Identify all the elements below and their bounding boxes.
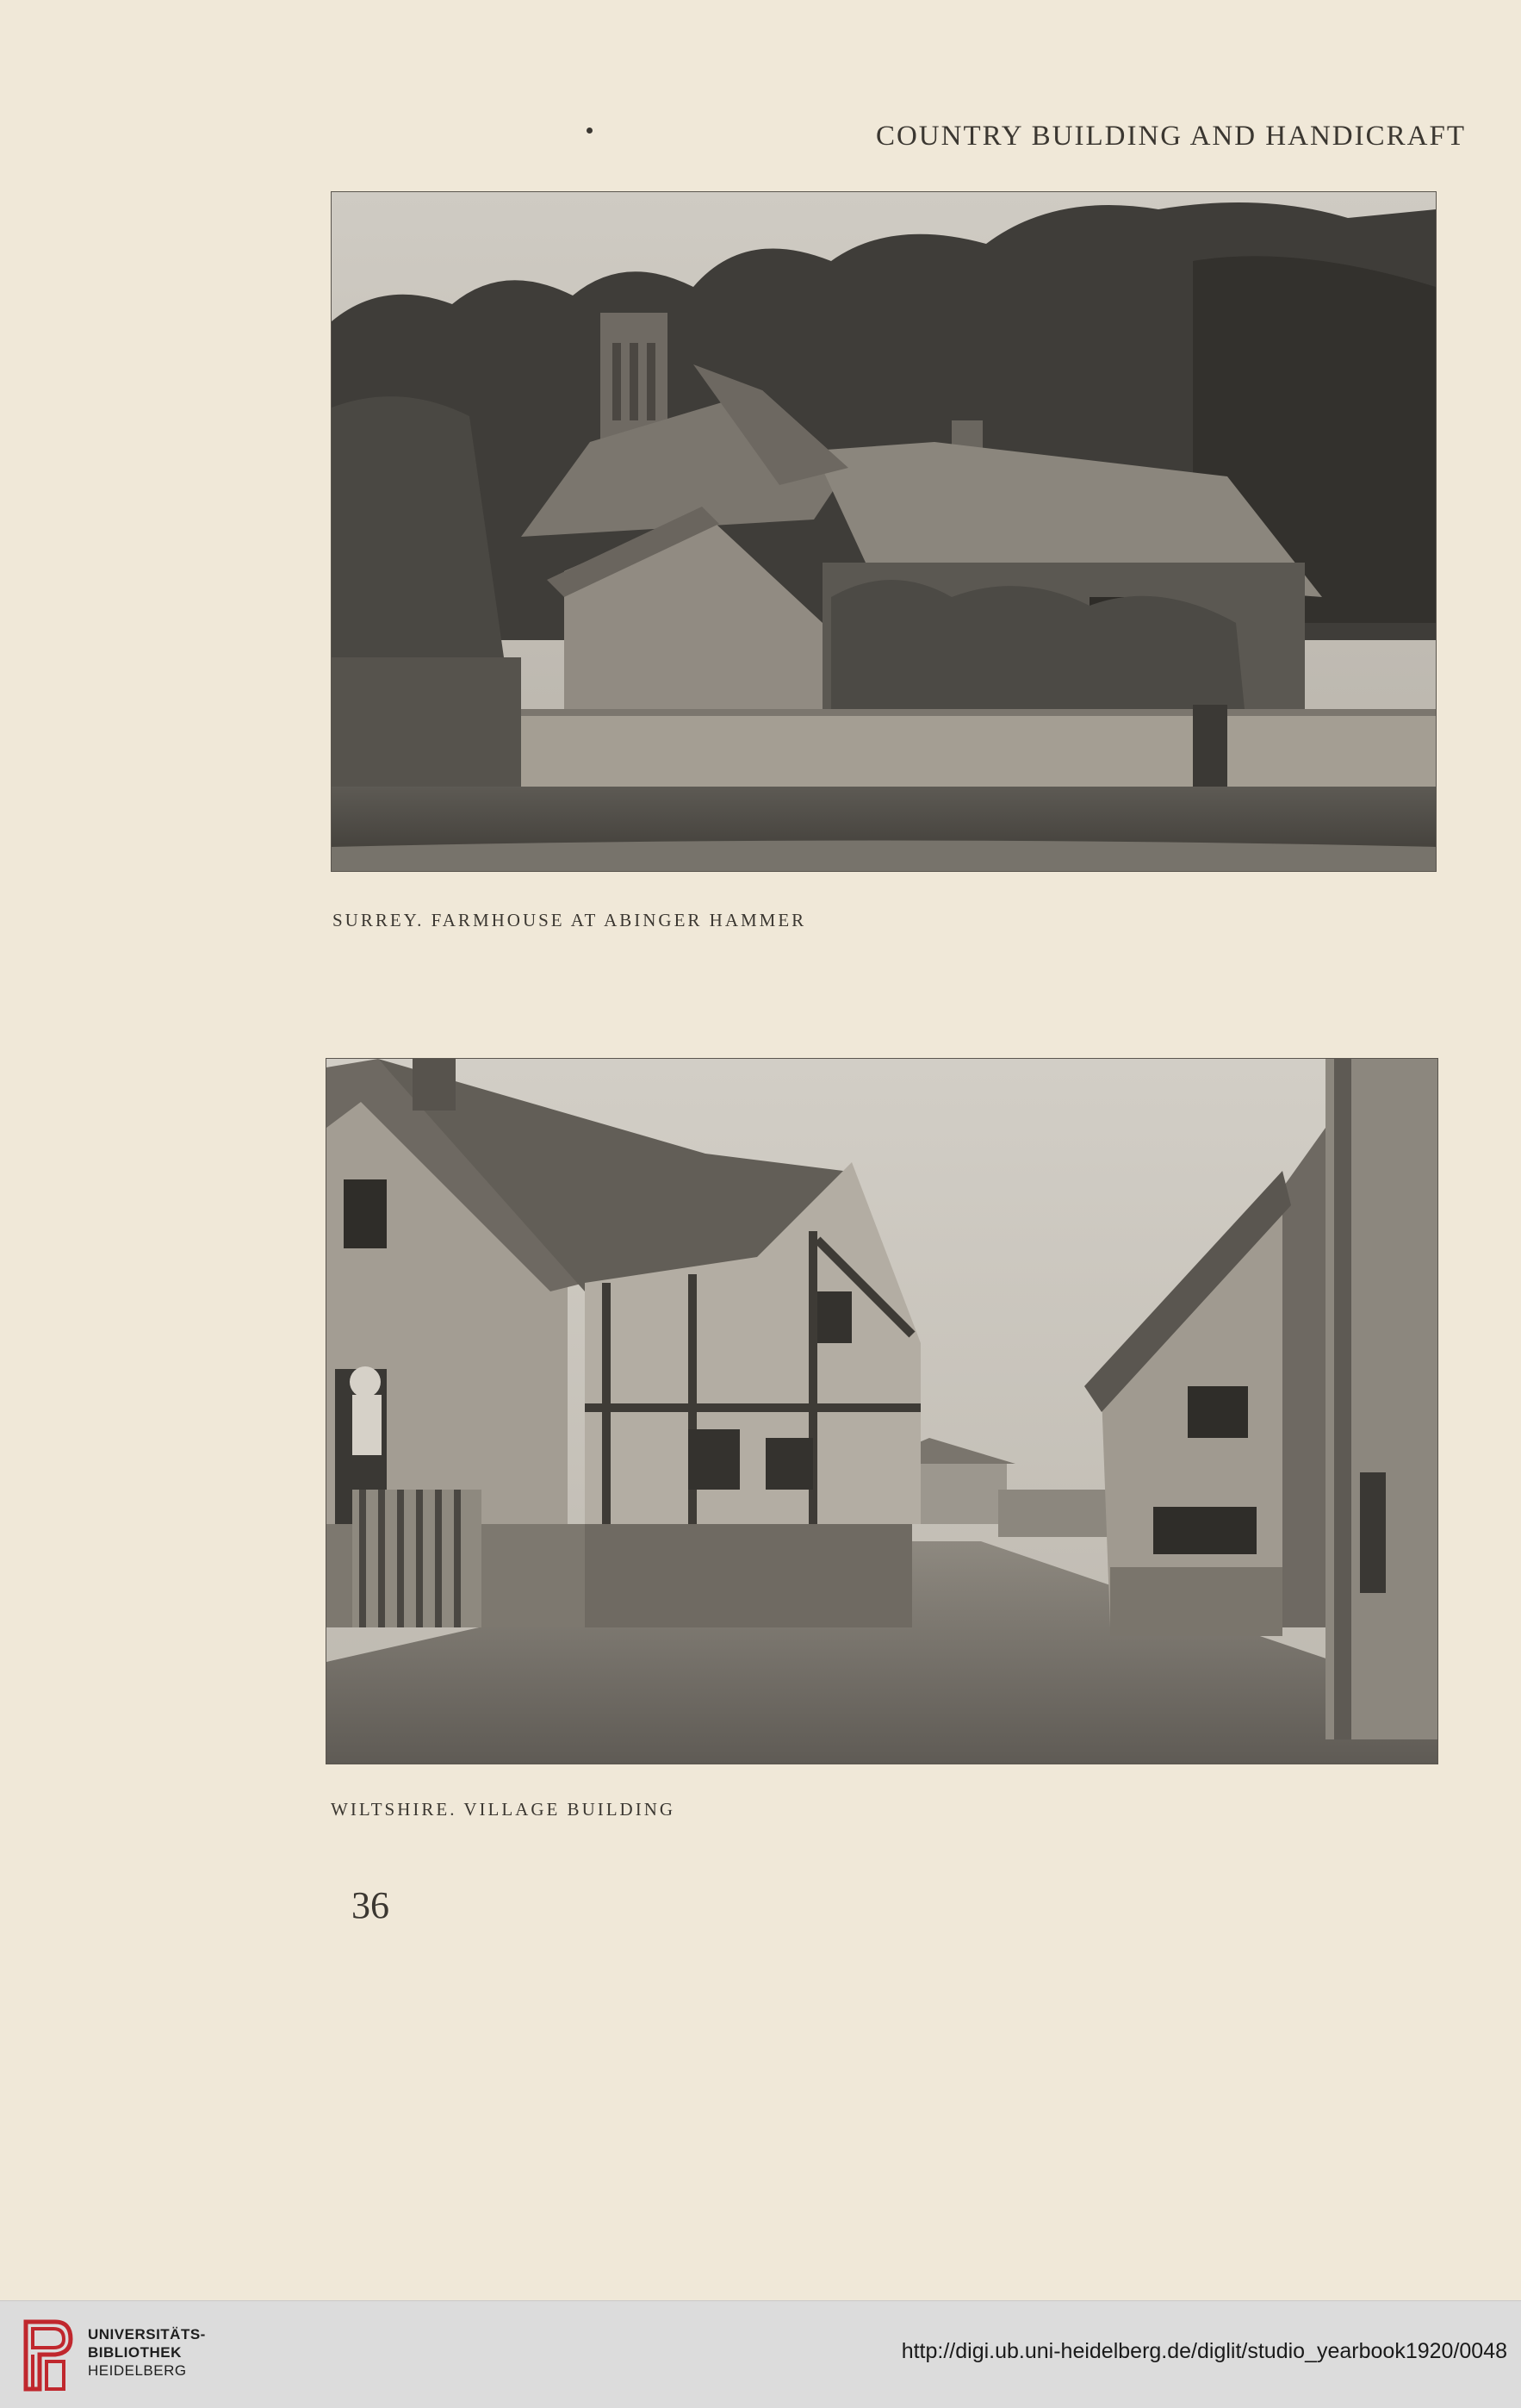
page-number: 36 xyxy=(351,1884,389,1926)
running-title: COUNTRY BUILDING AND HANDICRAFT xyxy=(875,121,1466,152)
library-logo-icon xyxy=(21,2313,76,2396)
library-name-line2: BIBLIOTHEK xyxy=(88,2344,182,2361)
plate-village-photo xyxy=(326,1058,1438,1764)
library-name-line3: HEIDELBERG xyxy=(88,2362,187,2379)
source-url-link[interactable]: http://digi.ub.uni-heidelberg.de/diglit/studio_yearbook1920/0048 xyxy=(901,2339,1507,2363)
printer-mark xyxy=(587,128,593,134)
plate-farmhouse-photo xyxy=(331,191,1437,872)
library-name xyxy=(88,2325,206,2380)
library-name-line1: UNIVERSITÄTS- xyxy=(88,2326,206,2343)
plate-caption-village: WILTSHIRE. VILLAGE BUILDING xyxy=(331,1799,676,1820)
plate-caption-farmhouse: SURREY. FARMHOUSE AT ABINGER HAMMER xyxy=(332,910,807,930)
digitization-footer xyxy=(0,2300,1521,2408)
